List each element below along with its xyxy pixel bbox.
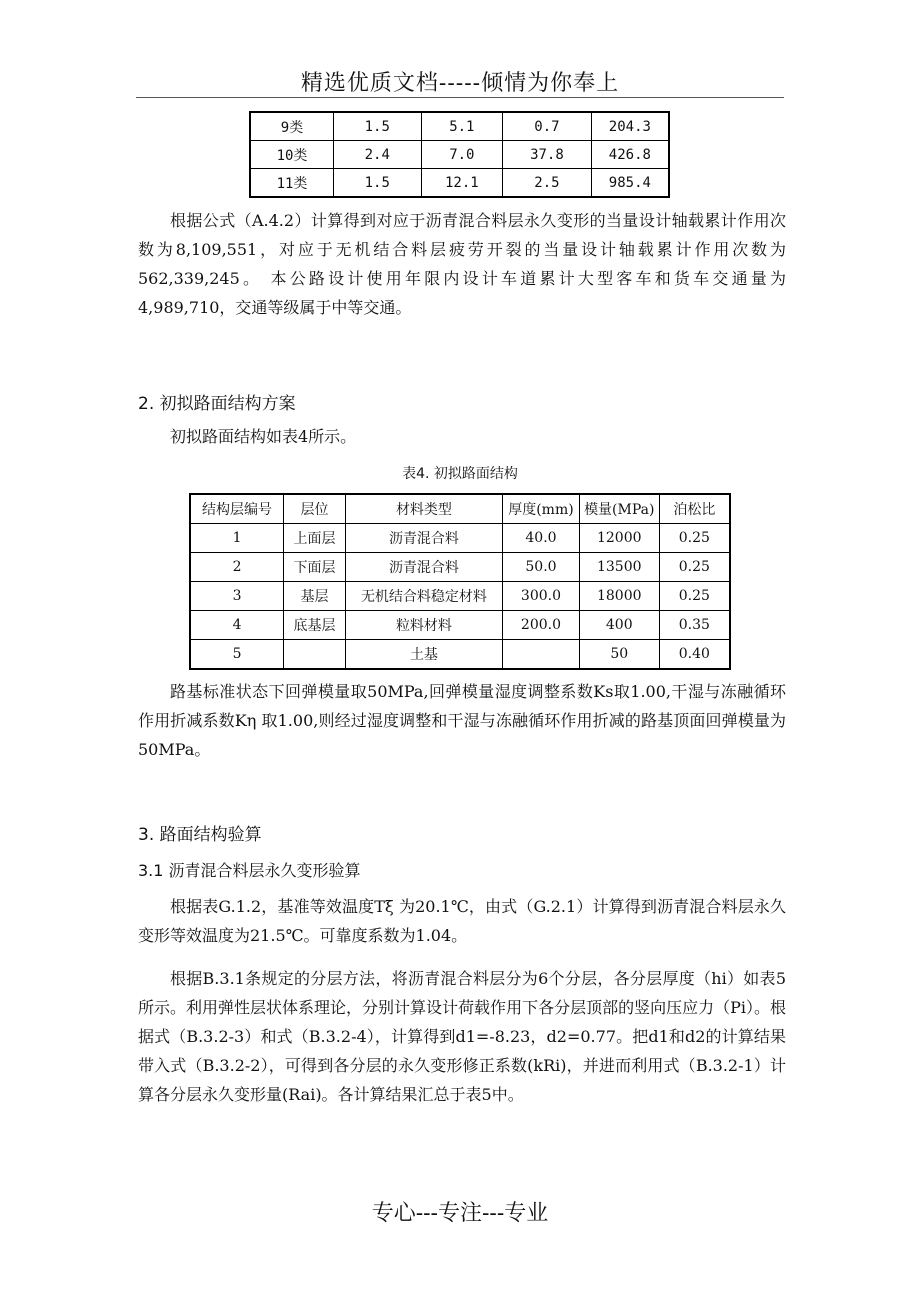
table-header-cell: 层位 (284, 494, 346, 524)
table-cell: 13500 (579, 553, 659, 582)
table-cell: 下面层 (284, 553, 346, 582)
table-cell: 0.25 (659, 553, 730, 582)
table-cell: 4 (190, 611, 284, 640)
table-cell: 18000 (579, 582, 659, 611)
table-cell: 426.8 (591, 141, 669, 169)
table-cell: 0.40 (659, 640, 730, 670)
table-header-cell: 泊松比 (659, 494, 730, 524)
table-cell: 1 (190, 524, 284, 553)
section-heading-3-1: 3.1 沥青混合料层永久变形验算 (138, 861, 361, 880)
table-cell: 0.35 (659, 611, 730, 640)
table-cell: 40.0 (503, 524, 580, 553)
header-divider (136, 97, 784, 98)
table-cell: 5 (190, 640, 284, 670)
table-cell: 粒料材料 (345, 611, 502, 640)
paragraph-table4-intro: 初拟路面结构如表4所示。 (170, 427, 357, 446)
table-row (190, 640, 730, 670)
table-cell (503, 640, 580, 670)
table-row (190, 611, 730, 640)
table-cell: 2.4 (334, 141, 422, 169)
table-cell: 3 (190, 582, 284, 611)
table-row (190, 524, 730, 553)
table-cell: 10类 (250, 141, 334, 169)
table-cell: 1.5 (334, 169, 422, 198)
table-cell: 1.5 (334, 112, 422, 141)
table-cell: 12.1 (421, 169, 503, 198)
table-header-cell: 模量(MPa) (579, 494, 659, 524)
table-cell: 37.8 (503, 141, 592, 169)
table-cell: 11类 (250, 169, 334, 198)
page-footer: 专心---专注---专业 (371, 1201, 549, 1226)
table-3-continued (249, 111, 670, 198)
table-row (190, 582, 730, 611)
table-row (190, 553, 730, 582)
table-row (250, 112, 669, 141)
paragraph-axle-load: 根据公式（A.4.2）计算得到对应于沥青混合料层永久变形的当量设计轴载累计作用次数为8,109,551，对应于无机结合料层疲劳开裂的当量设计轴载累计作用次数为562,339,245。 本公路设计使用年限内设计车道累计大型客车和货车交通量为4,989,710，交通等级属于中等交通。 (138, 211, 786, 317)
table-header-cell: 厚度(mm) (503, 494, 580, 524)
table-4-body (190, 524, 730, 670)
table-cell: 0.7 (503, 112, 592, 141)
table-cell: 985.4 (591, 169, 669, 198)
table-cell: 2.5 (503, 169, 592, 198)
table-4-pavement-structure (189, 493, 731, 670)
table-cell: 7.0 (421, 141, 503, 169)
paragraph-subgrade-modulus: 路基标准状态下回弹模量取50MPa,回弹模量湿度调整系数Ks取1.00,干湿与冻融循环作用折减系数Kη 取1.00,则经过湿度调整和干湿与冻融循环作用折减的路基顶面回弹模量为50MPa。 (138, 682, 786, 759)
table-cell: 5.1 (421, 112, 503, 141)
section-heading-3: 3. 路面结构验算 (138, 825, 262, 845)
table-cell: 9类 (250, 112, 334, 141)
table-row (250, 169, 669, 198)
paragraph-equivalent-temperature: 根据表G.1.2，基准等效温度Tξ 为20.1℃，由式（G.2.1）计算得到沥青混合料层永久变形等效温度为21.5℃。可靠度系数为1.04。 (138, 897, 786, 945)
table-cell: 200.0 (503, 611, 580, 640)
table-cell: 0.25 (659, 582, 730, 611)
table-cell: 50 (579, 640, 659, 670)
table-cell: 沥青混合料 (345, 553, 502, 582)
table-cell: 沥青混合料 (345, 524, 502, 553)
table-header-cell: 材料类型 (345, 494, 502, 524)
table-cell: 12000 (579, 524, 659, 553)
section-heading-2: 2. 初拟路面结构方案 (138, 394, 296, 414)
table-cell: 204.3 (591, 112, 669, 141)
table-cell: 基层 (284, 582, 346, 611)
table-row (250, 141, 669, 169)
table-cell (284, 640, 346, 670)
table-cell: 400 (579, 611, 659, 640)
table-cell: 0.25 (659, 524, 730, 553)
table-header-cell: 结构层编号 (190, 494, 284, 524)
table-cell: 50.0 (503, 553, 580, 582)
table-cell: 2 (190, 553, 284, 582)
table-cell: 底基层 (284, 611, 346, 640)
page-header: 精选优质文档-----倾情为你奉上 (300, 71, 620, 96)
table-cell: 土基 (345, 640, 502, 670)
table-cell: 上面层 (284, 524, 346, 553)
table-4-caption: 表4. 初拟路面结构 (402, 466, 518, 482)
table-4-header-row (190, 494, 730, 524)
table-cell: 300.0 (503, 582, 580, 611)
table-cell: 无机结合料稳定材料 (345, 582, 502, 611)
paragraph-layering-method: 根据B.3.1条规定的分层方法，将沥青混合料层分为6个分层，各分层厚度（hi）如表5所示。利用弹性层状体系理论，分别计算设计荷载作用下各分层顶部的竖向压应力（Pi）。根据式（B.3.2-3）和式（B.3.2-4），计算得到d1=-8.23，d2=0.77。把d1和d2的计算结果带入式（B.3.2-2），可得到各分层的永久变形修正系数(kRi)，并进而利用式（B.3.2-1）计算各分层永久变形量(Rai)。各计算结果汇总于表5中。 (138, 969, 786, 1104)
table-3-body (250, 112, 669, 197)
